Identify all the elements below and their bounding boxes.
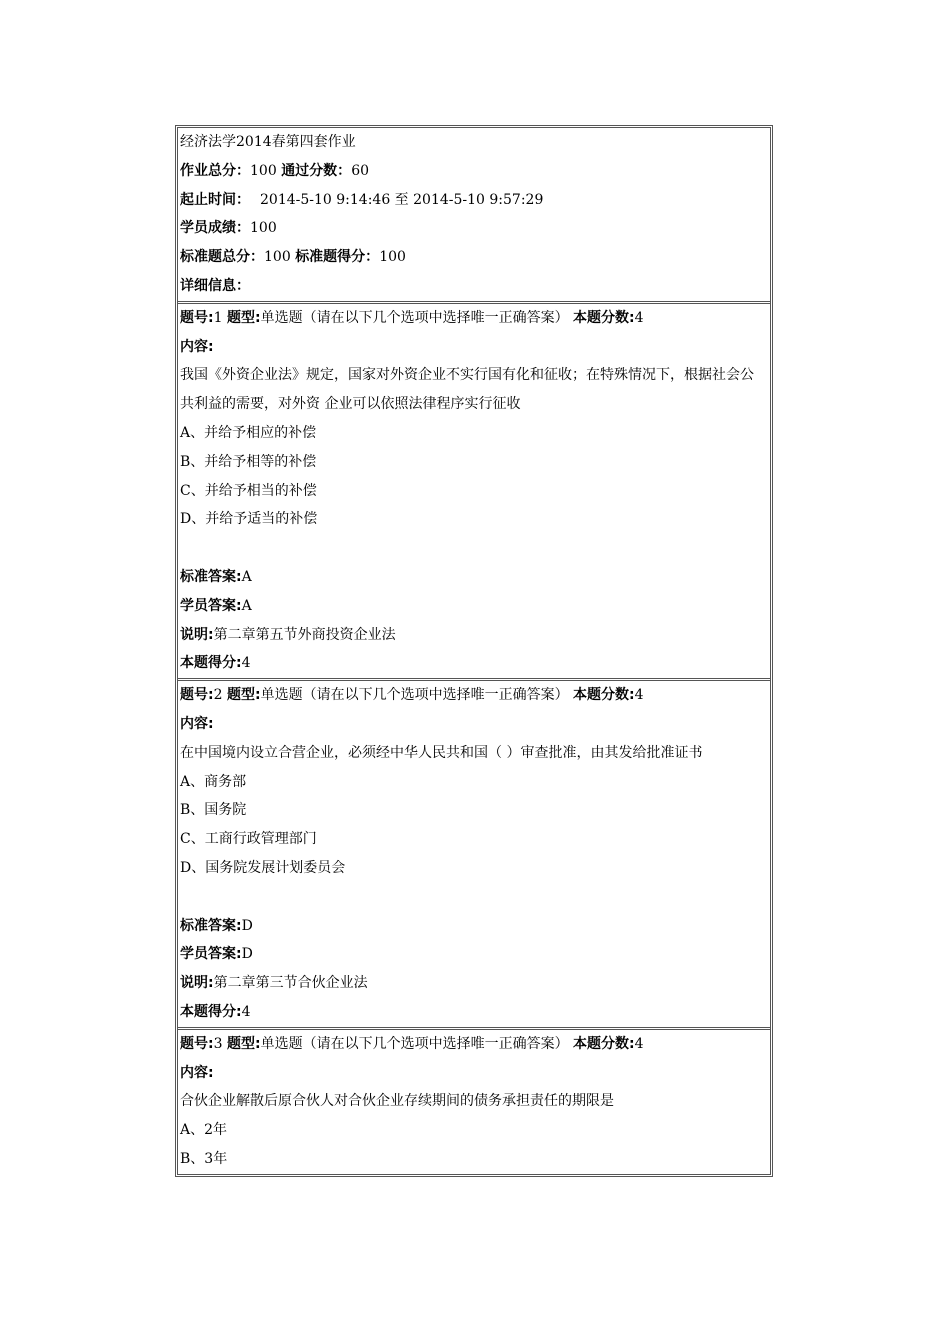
homework-document	[175, 125, 773, 1177]
question-type: 单选题（请在以下几个选项中选择唯一正确答案）	[260, 309, 569, 326]
student-answer-label: 学员答案:	[180, 946, 242, 963]
note: 第二章第五节外商投资企业法	[213, 626, 396, 643]
option-b: B、3年	[180, 1150, 228, 1167]
question-block	[178, 304, 770, 681]
question-points-label: 本题分数:	[573, 309, 635, 326]
student-score-line	[180, 214, 770, 243]
question-block	[178, 1030, 770, 1174]
total-value: 100	[250, 162, 277, 179]
question-number: 3	[213, 1035, 223, 1052]
content-label: 内容:	[180, 1064, 214, 1081]
standard-answer-label: 标准答案:	[180, 917, 242, 934]
question-points-label: 本题分数:	[573, 1035, 635, 1052]
question-type: 单选题（请在以下几个选项中选择唯一正确答案）	[260, 687, 569, 704]
content-label-row	[180, 1059, 770, 1088]
standard-answer: A	[241, 568, 252, 585]
student-answer: D	[241, 946, 253, 963]
note-label: 说明:	[180, 975, 214, 992]
got-line	[180, 998, 770, 1027]
content-label: 内容:	[180, 338, 214, 355]
student-answer-line	[180, 592, 770, 621]
time-label: 起止时间：	[180, 191, 250, 208]
got-score: 4	[241, 655, 251, 672]
option-d: D、并给予适当的补偿	[180, 511, 318, 528]
standard-got-label: 标准题得分：	[295, 249, 380, 266]
time-line	[180, 186, 770, 215]
option-a: A、2年	[180, 1122, 228, 1139]
time-value: 2014-5-10 9:14:46 至 2014-5-10 9:57:29	[260, 191, 544, 208]
total-label: 作业总分：	[180, 162, 250, 179]
standard-score-line	[180, 243, 770, 272]
option-b: B、国务院	[180, 802, 247, 819]
question-number-label: 题号:	[180, 1035, 214, 1052]
student-score-label: 学员成绩：	[180, 220, 250, 237]
pass-value: 60	[351, 162, 370, 179]
option-a: A、商务部	[180, 773, 247, 790]
question-number: 1	[213, 309, 223, 326]
homework-title: 经济法学2014春第四套作业	[180, 134, 356, 150]
got-line	[180, 649, 770, 678]
standard-got-value: 100	[379, 249, 406, 266]
question-content: 我国《外资企业法》规定，国家对外资企业不实行国有化和征收；在特殊情况下，根据社会公共利益的需要，对外资 企业可以依照法律程序实行征收	[180, 367, 754, 413]
question-header	[180, 1030, 770, 1059]
standard-answer-line	[180, 563, 770, 592]
option-d: D、国务院发展计划委员会	[180, 859, 346, 876]
option-c: C、并给予相当的补偿	[180, 482, 317, 499]
question-content: 合伙企业解散后原合伙人对合伙企业存续期间的债务承担责任的期限是	[180, 1093, 614, 1110]
question-points: 4	[634, 309, 644, 326]
question-number: 2	[213, 687, 223, 704]
detail-label-text: 详细信息：	[180, 277, 250, 294]
student-answer: A	[241, 597, 252, 614]
question-points-label: 本题分数:	[573, 687, 635, 704]
option-c: C、工商行政管理部门	[180, 831, 317, 848]
standard-total-label: 标准题总分：	[180, 249, 264, 266]
detail-label	[180, 272, 770, 301]
standard-answer: D	[241, 917, 253, 934]
got-score: 4	[241, 1003, 251, 1020]
content-label-row	[180, 710, 770, 739]
question-number-label: 题号:	[180, 687, 214, 704]
note: 第二章第三节合伙企业法	[213, 975, 368, 992]
question-header	[180, 304, 770, 333]
standard-answer-line	[180, 912, 770, 941]
question-content: 在中国境内设立合营企业，必须经中华人民共和国（ ）审查批准，由其发给批准证书	[180, 744, 703, 761]
question-type: 单选题（请在以下几个选项中选择唯一正确答案）	[260, 1035, 569, 1052]
spacer	[180, 534, 770, 563]
got-label: 本题得分:	[180, 1003, 242, 1020]
option-b: B、并给予相等的补偿	[180, 453, 317, 470]
spacer	[180, 883, 770, 912]
question-points: 4	[634, 1035, 644, 1052]
got-label: 本题得分:	[180, 655, 242, 672]
student-answer-label: 学员答案:	[180, 597, 242, 614]
note-line	[180, 621, 770, 650]
note-label: 说明:	[180, 626, 214, 643]
question-block	[178, 681, 770, 1030]
content-label-row	[180, 333, 770, 362]
pass-label: 通过分数：	[281, 162, 352, 179]
content-label: 内容:	[180, 715, 214, 732]
question-points: 4	[634, 687, 644, 704]
question-type-label: 题型:	[226, 1035, 261, 1052]
summary-block	[178, 128, 770, 304]
question-header	[180, 681, 770, 710]
score-line	[180, 157, 770, 186]
standard-answer-label: 标准答案:	[180, 568, 242, 585]
student-answer-line	[180, 940, 770, 969]
question-number-label: 题号:	[180, 309, 214, 326]
option-a: A、并给予相应的补偿	[180, 424, 317, 441]
question-type-label: 题型:	[226, 687, 261, 704]
note-line	[180, 969, 770, 998]
question-type-label: 题型:	[226, 309, 261, 326]
student-score-value: 100	[250, 220, 277, 237]
standard-total-value: 100	[264, 249, 291, 266]
